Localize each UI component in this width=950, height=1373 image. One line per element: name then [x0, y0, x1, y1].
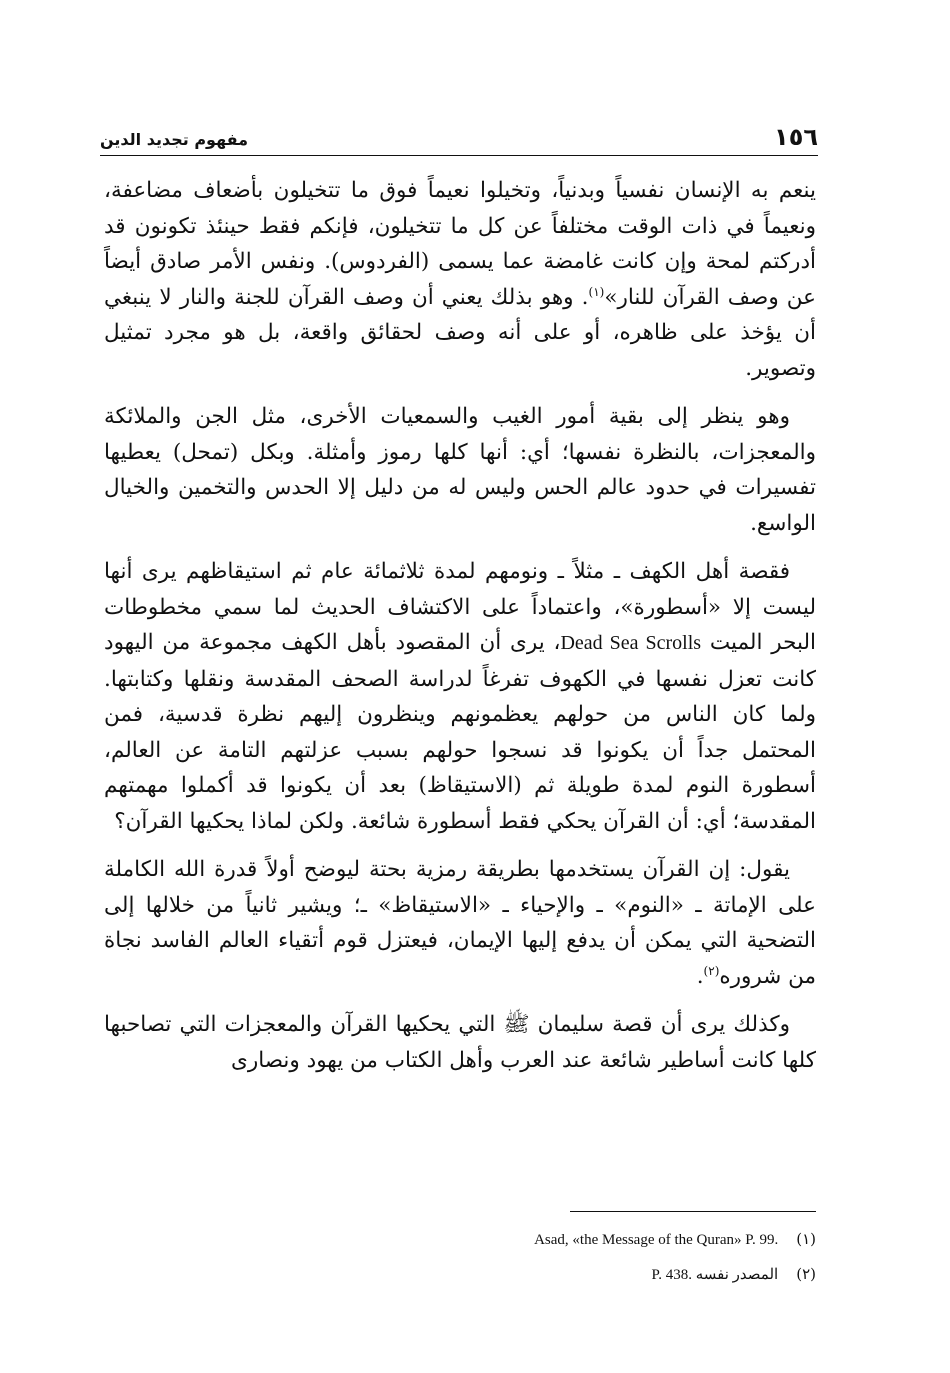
footnote-2-page: P. 438.: [651, 1267, 692, 1283]
footnote-1-text: [534, 1223, 778, 1257]
paragraph-1-text-a: ينعم به الإنسان نفسياً وبدنياً، وتخيلوا نعيماً فوق ما تتخيلون بأضعاف مضاعفة، ونعيماً في ذات الوقت مختلفاً عن كل ما تتخيلون، فإنكم فقط حينئذ تكونون قد أدركتم لمحة وإن كانت غامضة عما يسمى (الفردوس). ونفس الأمر صادق أيضاً عن وصف القرآن للنار»: [104, 178, 816, 310]
running-title: مفهوم تجديد الدين: [100, 130, 249, 149]
footnote-2-text: [652, 1258, 779, 1292]
footnote-ref-1[interactable]: (١): [588, 284, 605, 299]
paragraph-4: [104, 852, 816, 994]
footnote-1-citation: Asad, «the Message of the Quran» P. 99.: [534, 1232, 779, 1248]
paragraph-1-text-b: . وهو بذلك يعني أن وصف القرآن للجنة والنار لا ينبغي أن يؤخذ على ظاهره، أو على أنه وصف لحقائق واقعة، بل هو مجرد تمثيل وتصوير.: [104, 284, 816, 381]
footnote-2-marker: (٢): [796, 1265, 816, 1283]
header-rule: [100, 155, 818, 156]
footnote-1-marker: (١): [796, 1230, 816, 1248]
dead-sea-scrolls-term: Dead Sea Scrolls: [560, 632, 702, 654]
paragraph-3-text-a: فقصة أهل الكهف ـ مثلاً ـ ونومهم لمدة ثلاثمائة عام ثم استيقاظهم يرى أنها ليست إلا «أسطورة»، واعتماداً على الاكتشاف الحديث لما سمي مخطوطات البحر الميت: [104, 559, 816, 655]
running-head: [100, 112, 818, 152]
paragraph-1: [104, 173, 816, 386]
body-text: [104, 173, 816, 1091]
paragraph-4-text-b: .: [696, 963, 704, 989]
page-number: ١٥٦: [774, 123, 818, 151]
paragraph-5: وكذلك يرى أن قصة سليمان ﷺ التي يحكيها القرآن والمعجزات التي تصاحبها كلها كانت أساطير شائعة عند العرب وأهل الكتاب من يهود ونصارى: [104, 1012, 816, 1073]
footnote-1: [104, 1222, 816, 1257]
footnotes: [104, 1222, 816, 1292]
paragraph-4-text-a: يقول: إن القرآن يستخدمها بطريقة رمزية بحتة ليوضح أولاً قدرة الله الكاملة على الإماتة ـ «النوم» ـ والإحياء ـ «الاستيقاظ» ـ؛ ويشير ثانياً من خلالها إلى التضحية التي يمكن أن يدفع إليها الإيمان، فيعتزل قوم أتقياء العالم الفاسد نجاة من شروره: [104, 857, 816, 989]
paragraph-3: [104, 554, 816, 839]
footnote-2: [104, 1257, 816, 1292]
footnote-separator: [570, 1211, 816, 1212]
paragraph-2: وهو ينظر إلى بقية أمور الغيب والسمعيات الأخرى، مثل الجن والملائكة والمعجزات، بالنظرة نفسها؛ أي: أنها كلها رموز وأمثلة. وبكل (تمحل) يعطيها تفسيرات في حدود عالم الحس وليس له من دليل إلا الحدس والتخمين والخيال الواسع.: [104, 404, 816, 536]
footnote-2-arabic: المصدر نفسه: [695, 1267, 779, 1283]
footnote-ref-2[interactable]: (٢): [703, 963, 720, 978]
paragraph-3-text-b: ، يرى أن المقصود بأهل الكهف مجموعة من اليهود كانت تعزل نفسها في الكهوف تفرغاً لدراسة الصحف المقدسة ونقلها وكتابتها. ولما كان الناس من حولهم يعظمونهم وينظرون إليهم نظرة قدسية، فمن المحتمل جداً أن يكونوا قد نسجوا حولهم بسبب عزلتهم التامة عن العالم، أسطورة النوم لمدة طويلة ثم (الاستيقاظ) بعد أن يكونوا قد أكملوا مهمتهم المقدسة؛ أي: أن القرآن يحكي فقط أسطورة شائعة. ولكن لماذا يحكيها القرآن؟: [104, 630, 816, 834]
